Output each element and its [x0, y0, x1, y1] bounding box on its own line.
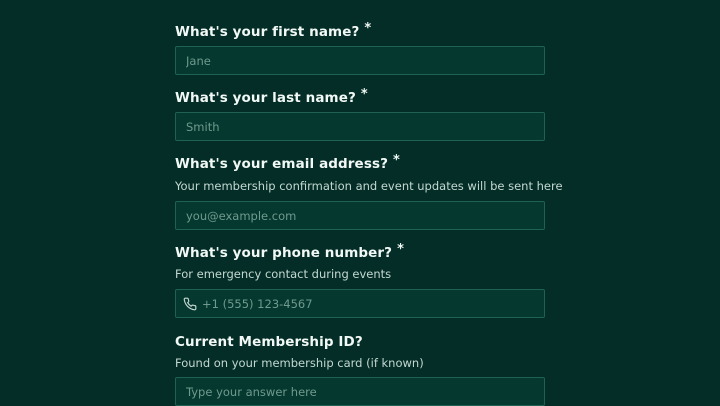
last-name-input[interactable]	[176, 113, 536, 140]
required-asterisk: *	[397, 242, 404, 257]
email-input[interactable]	[176, 202, 536, 229]
email-helper-text: Your membership confirmation and event updates will be sent here	[175, 179, 563, 193]
phone-input[interactable]	[202, 290, 532, 317]
last-name-input-box	[175, 112, 545, 141]
phone-helper-text: For emergency contact during events	[175, 267, 392, 281]
first-name-input[interactable]	[176, 47, 536, 74]
required-asterisk: *	[364, 21, 372, 36]
email-input-box	[175, 201, 545, 230]
email-label: What's your email address? *	[175, 153, 400, 172]
first-name-label: What's your first name? *	[175, 21, 372, 40]
phone-icon	[183, 297, 197, 311]
membership-id-label: Current Membership ID?	[175, 334, 363, 350]
required-asterisk: *	[360, 87, 368, 102]
membership-id-helper-text: Found on your membership card (if known)	[175, 356, 424, 370]
first-name-input-box	[175, 46, 545, 75]
membership-id-input-box	[175, 377, 545, 406]
membership-id-input[interactable]	[176, 378, 536, 405]
last-name-label: What's your last name? *	[175, 87, 368, 106]
phone-label: What's your phone number? *	[175, 242, 404, 261]
phone-input-box	[175, 289, 545, 318]
required-asterisk: *	[393, 153, 400, 168]
